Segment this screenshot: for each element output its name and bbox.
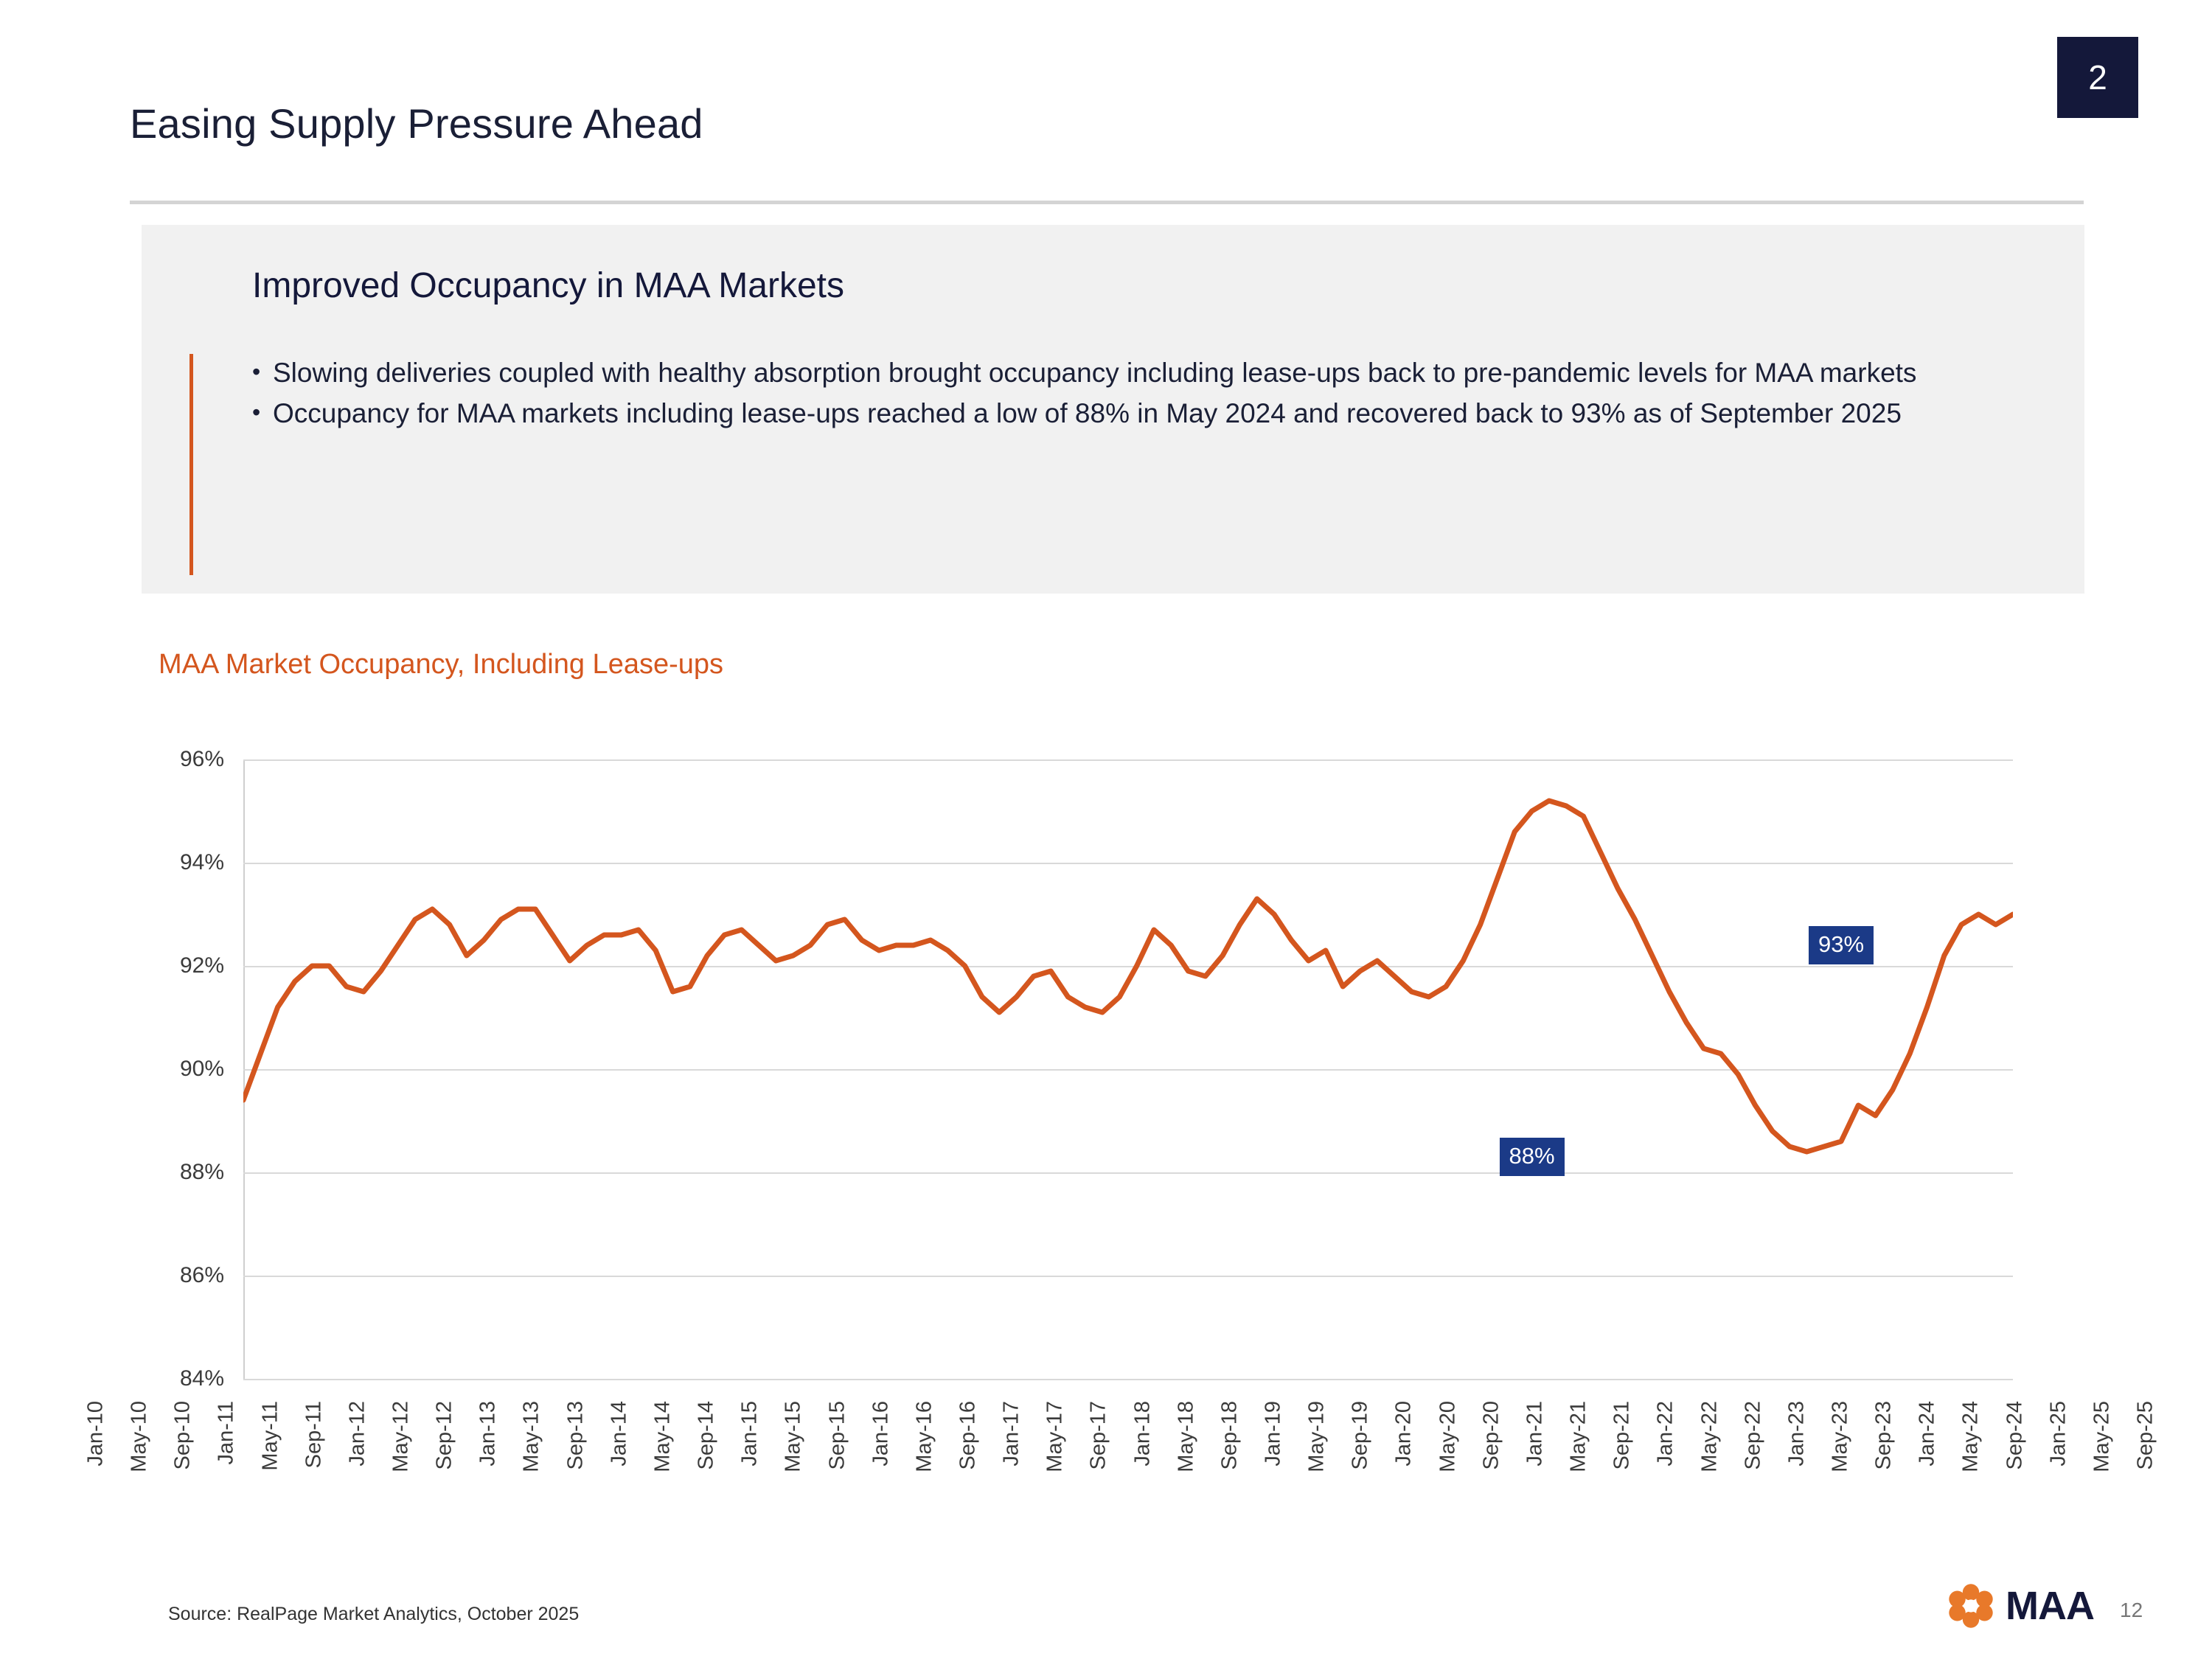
x-axis-tick-label: May-10 bbox=[127, 1401, 151, 1472]
chart-title: MAA Market Occupancy, Including Lease-ups bbox=[159, 649, 724, 680]
x-axis-tick-label: Jan-15 bbox=[737, 1401, 762, 1467]
occupancy-line-chart bbox=[147, 745, 2079, 1408]
x-axis-tick-label: May-16 bbox=[912, 1401, 936, 1472]
x-axis-tick-label: May-21 bbox=[1566, 1401, 1590, 1472]
bullet-text: Occupancy for MAA markets including lease-ups reached a low of 88% in May 2024 and recovered back to 93% as of September 2025 bbox=[273, 397, 1902, 428]
x-axis-tick-label: May-23 bbox=[1828, 1401, 1852, 1472]
x-axis-tick-label: Jan-17 bbox=[999, 1401, 1023, 1467]
chart-plot-area bbox=[179, 747, 2013, 1391]
data-point-label: 88% bbox=[1500, 1138, 1565, 1176]
y-axis-tick-label: 96% bbox=[179, 747, 224, 771]
list-item bbox=[252, 394, 2022, 434]
x-axis-tick-label: Sep-20 bbox=[1479, 1401, 1503, 1470]
x-axis-tick-label: Sep-15 bbox=[825, 1401, 849, 1470]
summary-callout-box bbox=[142, 225, 2084, 594]
x-axis-tick-label: May-11 bbox=[258, 1401, 282, 1471]
maa-logo bbox=[1947, 1582, 2094, 1630]
gridline bbox=[179, 1366, 2013, 1391]
x-axis-tick-label: Jan-24 bbox=[1915, 1401, 1939, 1467]
accent-bar bbox=[189, 354, 193, 575]
maa-wordmark: MAA bbox=[2006, 1584, 2094, 1628]
x-axis-tick-label: Jan-21 bbox=[1523, 1401, 1547, 1467]
x-axis-tick-label: Jan-23 bbox=[1784, 1401, 1809, 1467]
x-axis-tick-label: May-12 bbox=[389, 1401, 413, 1472]
x-axis-tick-label: Sep-16 bbox=[956, 1401, 980, 1470]
y-axis-tick-label: 92% bbox=[179, 953, 224, 978]
occupancy-series-line bbox=[243, 759, 2013, 1379]
maa-flower-icon bbox=[1947, 1582, 1995, 1630]
page-number: 12 bbox=[2120, 1599, 2143, 1621]
x-axis-tick-label: May-24 bbox=[1958, 1401, 1983, 1472]
data-point-label: 93% bbox=[1809, 926, 1874, 964]
page-title: Easing Supply Pressure Ahead bbox=[130, 100, 703, 147]
x-axis-tick-label: Jan-16 bbox=[869, 1401, 893, 1467]
x-axis-tick-label: Sep-19 bbox=[1348, 1401, 1372, 1470]
x-axis-tick-label: Sep-18 bbox=[1217, 1401, 1242, 1470]
x-axis-tick-label: Jan-12 bbox=[345, 1401, 369, 1467]
section-number-badge: 2 bbox=[2057, 37, 2138, 118]
x-axis-tick-label: May-13 bbox=[519, 1401, 543, 1472]
y-axis-tick-label: 90% bbox=[179, 1057, 224, 1081]
x-axis-tick-label: Sep-24 bbox=[2003, 1401, 2027, 1470]
x-axis-tick-label: Sep-11 bbox=[302, 1401, 326, 1469]
x-axis-tick-label: Jan-13 bbox=[476, 1401, 500, 1467]
x-axis-tick-label: Jan-20 bbox=[1391, 1401, 1416, 1467]
y-axis-tick-label: 88% bbox=[179, 1160, 224, 1184]
title-divider bbox=[130, 201, 2084, 204]
x-axis-tick-label: May-14 bbox=[650, 1401, 675, 1472]
x-axis-tick-label: Jan-18 bbox=[1130, 1401, 1155, 1467]
list-item bbox=[252, 354, 2022, 393]
y-axis-tick-label: 94% bbox=[179, 850, 224, 874]
x-axis-tick-label: May-22 bbox=[1697, 1401, 1721, 1472]
x-axis-tick-label: Sep-22 bbox=[1741, 1401, 1765, 1470]
x-axis-tick-label: Sep-17 bbox=[1086, 1401, 1110, 1470]
x-axis-tick-label: Jan-19 bbox=[1261, 1401, 1285, 1467]
x-axis-tick-label: Jan-10 bbox=[83, 1401, 108, 1467]
x-axis-tick-label: Sep-23 bbox=[1871, 1401, 1896, 1470]
x-axis-tick-label: Jan-14 bbox=[607, 1401, 631, 1467]
bullet-dot-icon: • bbox=[252, 358, 261, 385]
x-axis-tick-label: May-25 bbox=[2090, 1401, 2114, 1472]
x-axis-tick-label: Jan-25 bbox=[2046, 1401, 2070, 1467]
callout-heading: Improved Occupancy in MAA Markets bbox=[252, 266, 844, 305]
x-axis-tick-label: Sep-14 bbox=[694, 1401, 718, 1470]
x-axis-tick-label: Sep-25 bbox=[2133, 1401, 2157, 1470]
bullet-text: Slowing deliveries coupled with healthy absorption brought occupancy including lease-ups back to pre-pandemic levels for MAA markets bbox=[273, 358, 1917, 388]
x-axis-tick-labels bbox=[83, 1401, 2157, 1563]
x-axis-tick-label: May-19 bbox=[1304, 1401, 1329, 1472]
source-note: Source: RealPage Market Analytics, October 2025 bbox=[168, 1604, 580, 1624]
bullet-list bbox=[252, 354, 2022, 434]
x-axis-tick-label: May-18 bbox=[1174, 1401, 1198, 1472]
x-axis-tick-label: Sep-21 bbox=[1610, 1401, 1634, 1470]
x-axis-tick-label: May-15 bbox=[781, 1401, 805, 1472]
bullet-dot-icon: • bbox=[252, 398, 261, 425]
x-axis-tick-label: Sep-13 bbox=[563, 1401, 588, 1470]
x-axis-tick-label: Jan-11 bbox=[214, 1401, 238, 1465]
x-axis-tick-label: Sep-10 bbox=[170, 1401, 195, 1470]
x-axis-tick-label: Sep-12 bbox=[432, 1401, 456, 1470]
y-axis-tick-label: 84% bbox=[179, 1366, 224, 1391]
x-axis-tick-label: May-20 bbox=[1436, 1401, 1460, 1472]
y-axis-tick-label: 86% bbox=[179, 1263, 224, 1287]
x-axis-tick-label: May-17 bbox=[1043, 1401, 1067, 1472]
x-axis-tick-label: Jan-22 bbox=[1653, 1401, 1677, 1467]
